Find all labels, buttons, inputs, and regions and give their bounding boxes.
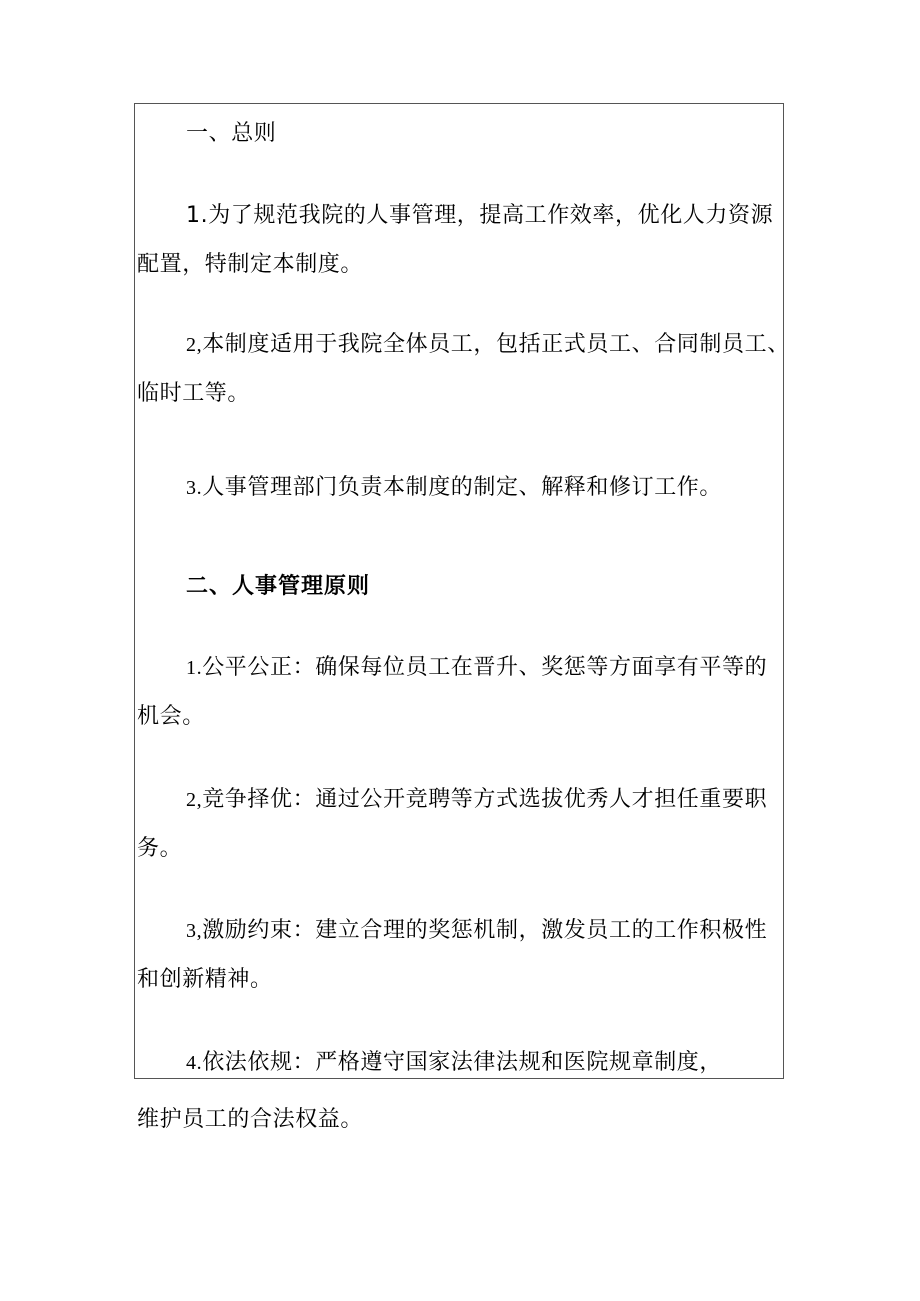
paragraph-1-2-line-2: 临时工等。	[137, 381, 251, 406]
paragraph-1-1-line-1: 1.为了规范我院的人事管理，提高工作效率，优化人力资源	[186, 203, 774, 228]
section-heading-principles: 二、人事管理原则	[186, 574, 371, 599]
paragraph-1-2-line-1: 2,本制度适用于我院全体员工，包括正式员工、合同制员工、	[186, 332, 790, 357]
paragraph-2-1-line-2: 机会。	[137, 704, 205, 729]
paragraph-2-3-line-2: 和创新精神。	[137, 967, 273, 992]
paragraph-2-4-line-1: 4.依法依规：严格遵守国家法律法规和医院规章制度，	[186, 1050, 723, 1075]
section-heading-general: 一、总则	[186, 121, 277, 146]
paragraph-1-1-line-2: 配置，特制定本制度。	[137, 252, 364, 277]
paragraph-2-2-line-2: 务。	[137, 836, 183, 861]
paragraph-2-1-line-1: 1.公平公正：确保每位员工在晋升、奖惩等方面享有平等的	[186, 655, 768, 680]
paragraph-2-2-line-1: 2,竞争择优：通过公开竞聘等方式选拔优秀人才担任重要职	[186, 787, 768, 812]
paragraph-1-3: 3.人事管理部门负责本制度的制定、解释和修订工作。	[186, 475, 723, 500]
paragraph-2-3-line-1: 3,激励约束：建立合理的奖惩机制，激发员工的工作积极性	[186, 918, 768, 943]
paragraph-2-4-line-2: 维护员工的合法权益。	[137, 1107, 364, 1132]
